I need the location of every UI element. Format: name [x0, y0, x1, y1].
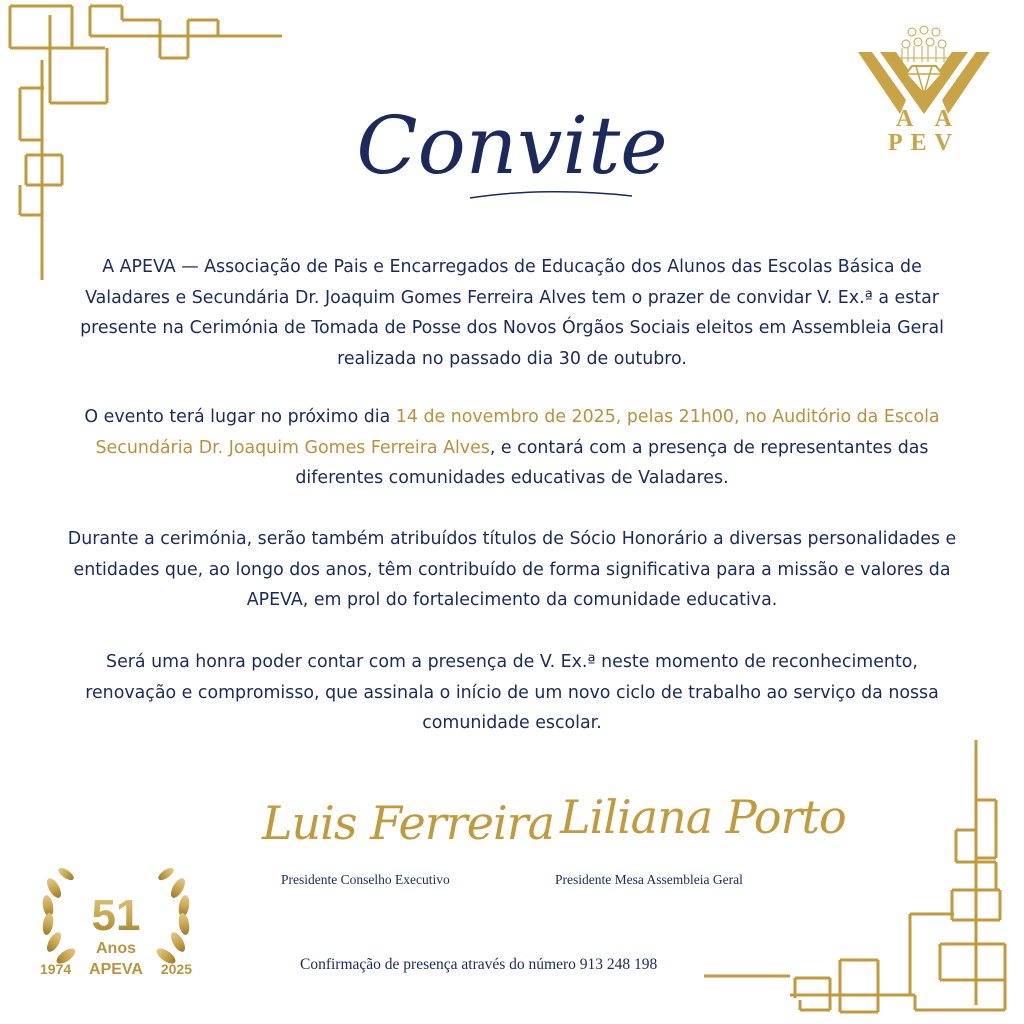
- event-text-before: O evento terá lugar no próximo dia: [84, 407, 396, 427]
- badge-start-year: 1974: [40, 961, 72, 977]
- confirmation-text: Confirmação de presença através do número 913 248 198: [300, 956, 658, 973]
- signature-liliana-porto: Liliana Porto: [560, 790, 846, 844]
- event-text-after: , e contará com a presença de representantes das diferentes comunidades educativas de Valadares.: [295, 437, 929, 488]
- badge-number: 51: [91, 891, 141, 940]
- paragraph-event: [60, 402, 964, 494]
- signature-role-executive: Presidente Conselho Executivo: [281, 872, 450, 887]
- logo-letters-bottom: PEV: [888, 130, 960, 156]
- paragraph-honorary: Durante a cerimónia, serão também atribuídos títulos de Sócio Honorário a diversas personalidades e entidades que, ao longo dos anos, têm contribuído de forma significativa para a missão e valores da APEVA, em prol do fortalecimento da comunidade educativa.: [67, 529, 957, 610]
- invitation-title: [0, 78, 1024, 228]
- signature-role-assembly: Presidente Mesa Assembleia Geral: [555, 872, 743, 887]
- badge-label: Anos: [96, 940, 136, 957]
- title-underline: [470, 192, 632, 198]
- signature-luis-ferreira: Luis Ferreira: [262, 796, 555, 850]
- people-icon: [900, 26, 948, 62]
- anniversary-badge: [36, 858, 196, 983]
- corner-ornament-bottom-right: [700, 730, 1024, 1024]
- logo-letters-top: A A: [895, 106, 953, 132]
- event-date-location: 14 de novembro de 2025, pelas 21h00, no Auditório da Escola Secundária Dr. Joaquim Gomes Ferreira Alves: [95, 407, 940, 458]
- paragraph-closing: Será uma honra poder contar com a presença de V. Ex.ª neste momento de reconhecimento, renovação e compromisso, que assinala o início de um novo ciclo de trabalho ao serviço da nossa comunidade escolar.: [85, 652, 939, 733]
- badge-end-year: 2025: [160, 961, 192, 977]
- paragraph-intro: A APEVA — Associação de Pais e Encarregados de Educação dos Alunos das Escolas Básica de Valadares e Secundária Dr. Joaquim Gomes Ferreira Alves tem o prazer de convidar V. Ex.ª a estar presente na Cerimónia de Tomada de Posse dos Novos Órgãos Sociais eleitos em Assembleia Geral realizada no passado dia 30 de outubro.: [80, 257, 944, 369]
- title-text: Convite: [356, 99, 668, 192]
- badge-brand: APEVA: [89, 961, 143, 978]
